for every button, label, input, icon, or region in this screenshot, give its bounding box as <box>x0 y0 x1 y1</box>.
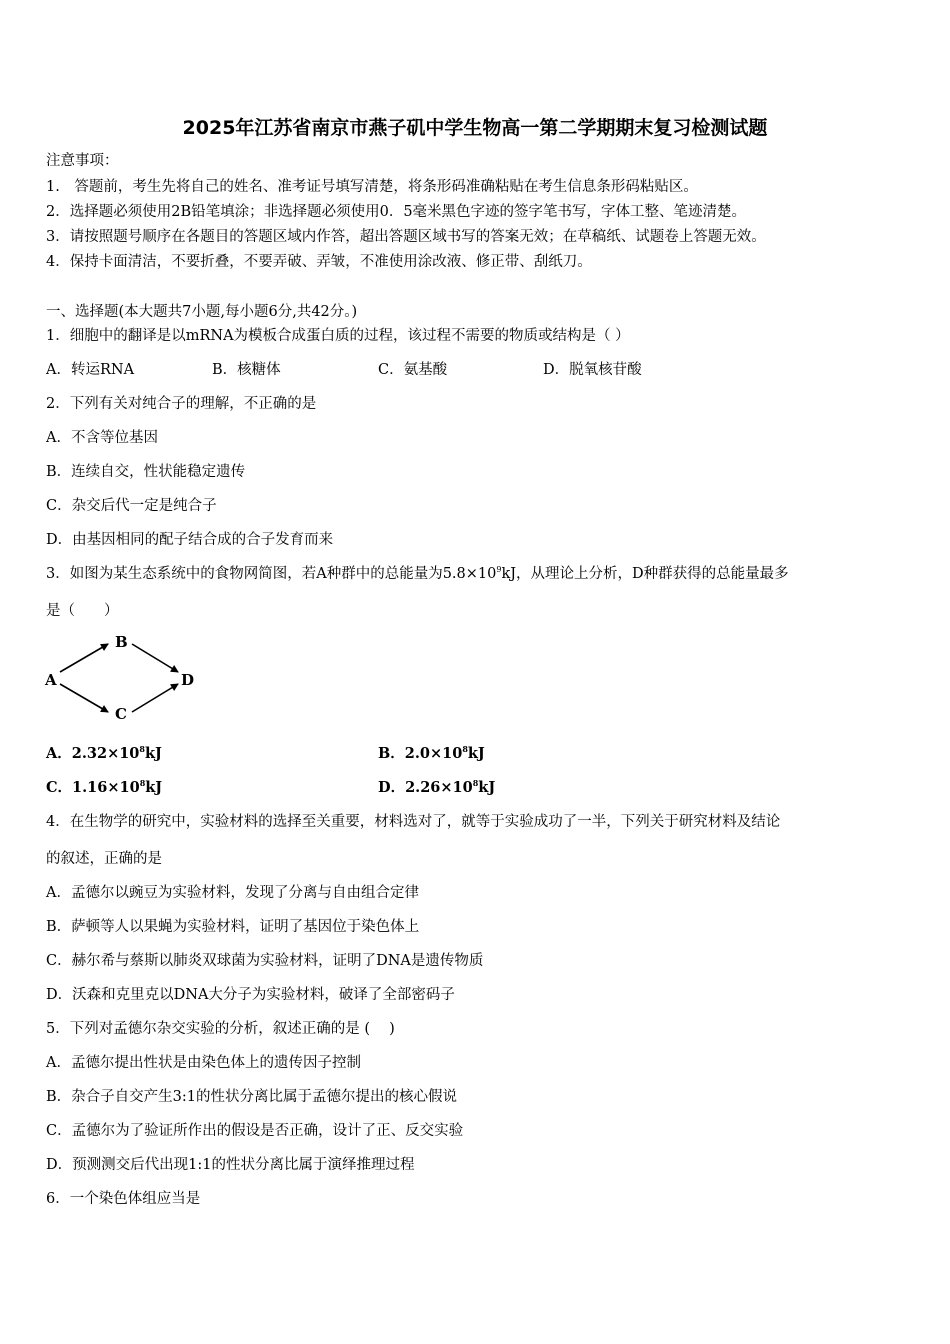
question-4-option-a: A．孟德尔以豌豆为实验材料，发现了分离与自由组合定律 <box>46 885 419 901</box>
notice-item-4: 4．保持卡面清洁，不要折叠，不要弄破、弄皱，不准使用涂改液、修正带、刮纸刀。 <box>46 254 592 270</box>
question-3-stem <box>46 565 789 583</box>
section-heading: 一、选择题(本大题共7小题,每小题6分,共42分。) <box>46 304 358 320</box>
food-web-arrow-a-c <box>60 684 108 712</box>
food-web-arrow-a-b <box>60 644 108 672</box>
question-2-option-a: A．不含等位基因 <box>46 430 158 446</box>
question-4-option-b: B．萨顿等人以果蝇为实验材料，证明了基因位于染色体上 <box>46 919 420 935</box>
question-3-stem-line2: 是（ ） <box>46 603 119 619</box>
question-1-option-d: D．脱氧核苷酸 <box>543 362 642 378</box>
question-3-option-a-exponent: 8 <box>139 744 145 754</box>
question-3-option-c <box>46 779 162 797</box>
question-5-option-b: B．杂合子自交产生3:1的性状分离比属于孟德尔提出的核心假说 <box>46 1089 457 1105</box>
question-3-option-a-unit: kJ <box>144 745 162 762</box>
notice-item-1: 1. 答题前，考生先将自己的姓名、准考证号填写清楚，将条形码准确粘贴在考生信息条形码粘贴区。 <box>46 179 698 195</box>
question-1-option-c: C．氨基酸 <box>378 362 448 378</box>
question-5-option-c: C．孟德尔为了验证所作出的假设是否正确，设计了正、反交实验 <box>46 1123 464 1139</box>
question-3-stem-part1: 3．如图为某生态系统中的食物网简图，若A种群中的总能量为5.8×10 <box>46 566 497 582</box>
notice-item-3: 3．请按照题号顺序在各题目的答题区域内作答，超出答题区域书写的答案无效；在草稿纸、试题卷上答题无效。 <box>46 229 766 245</box>
notice-heading: 注意事项： <box>46 153 119 169</box>
page-title: 2025年江苏省南京市燕子矶中学生物高一第二学期期末复习检测试题 <box>182 117 768 139</box>
food-web-diagram <box>40 628 210 728</box>
food-web-arrow-c-d <box>132 684 178 712</box>
food-web-arrow-b-d <box>132 644 178 672</box>
question-1-option-b: B．核糖体 <box>212 362 281 378</box>
question-2-option-c: C．杂交后代一定是纯合子 <box>46 498 217 514</box>
question-4-stem: 4．在生物学的研究中，实验材料的选择至关重要，材料选对了，就等于实验成功了一半，下列关于研究材料及结论 <box>46 814 781 830</box>
question-5-option-d: D．预测测交后代出现1:1的性状分离比属于演绎推理过程 <box>46 1157 415 1173</box>
question-3-option-b <box>378 745 485 763</box>
question-2-option-b: B．连续自交，性状能稳定遗传 <box>46 464 246 480</box>
question-2-stem: 2．下列有关对纯合子的理解，不正确的是 <box>46 396 317 412</box>
question-3-option-b-unit: kJ <box>467 745 485 762</box>
question-3-option-a-value: A．2.32×10 <box>46 745 140 762</box>
question-5-option-a: A．孟德尔提出性状是由染色体上的遗传因子控制 <box>46 1055 361 1071</box>
food-web-node-b: B <box>115 633 128 651</box>
question-3-option-b-value: B．2.0×10 <box>378 745 463 762</box>
question-3-option-d-unit: kJ <box>478 779 496 796</box>
question-3-option-c-exponent: 8 <box>139 778 146 788</box>
question-6-stem: 6．一个染色体组应当是 <box>46 1191 201 1207</box>
question-3-stem-exponent: 9 <box>496 565 502 574</box>
question-4-option-c: C．赫尔希与蔡斯以肺炎双球菌为实验材料，证明了DNA是遗传物质 <box>46 953 484 969</box>
question-3-stem-part2: kJ，从理论上分析，D种群获得的总能量最多 <box>501 566 789 582</box>
question-5-stem: 5．下列对孟德尔杂交实验的分析，叙述正确的是 ( ) <box>46 1021 395 1037</box>
question-3-option-c-unit: kJ <box>145 779 163 796</box>
question-3-option-a <box>46 745 162 763</box>
food-web-node-d: D <box>181 671 195 689</box>
question-4-option-d: D．沃森和克里克以DNA大分子为实验材料，破译了全部密码子 <box>46 987 455 1003</box>
question-4-stem-line2: 的叙述，正确的是 <box>46 851 162 867</box>
question-3-option-b-exponent: 8 <box>462 744 468 754</box>
question-2-option-d: D．由基因相同的配子结合成的合子发育而来 <box>46 532 334 548</box>
food-web-node-a: A <box>45 671 57 689</box>
question-3-option-d <box>378 779 495 797</box>
notice-item-2: 2．选择题必须使用2B铅笔填涂；非选择题必须使用0．5毫米黑色字迹的签字笔书写，字体工整、笔迹清楚。 <box>46 204 747 220</box>
question-3-option-d-exponent: 8 <box>472 778 479 788</box>
question-1-option-a: A．转运RNA <box>46 362 135 378</box>
food-web-node-c: C <box>115 705 127 723</box>
question-1-stem: 1．细胞中的翻译是以mRNA为模板合成蛋白质的过程，该过程不需要的物质或结构是（ ） <box>46 328 630 344</box>
question-3-option-d-value: D．2.26×10 <box>378 779 473 796</box>
question-3-option-c-value: C．1.16×10 <box>46 779 140 796</box>
